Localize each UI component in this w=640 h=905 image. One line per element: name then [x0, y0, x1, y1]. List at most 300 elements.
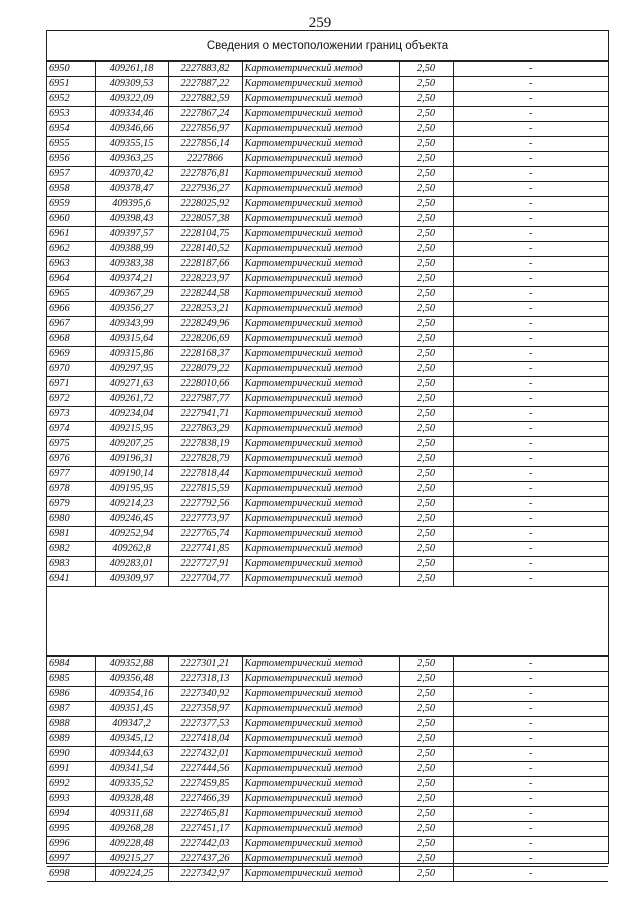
x-coordinate-cell: 409315,86	[95, 347, 168, 362]
table-row	[47, 687, 608, 702]
note-cell: -	[453, 717, 608, 732]
note-cell: -	[453, 672, 608, 687]
y-coordinate-cell: 2227792,56	[168, 497, 242, 512]
accuracy-cell: 2,50	[399, 107, 453, 122]
x-coordinate-cell: 409356,48	[95, 672, 168, 687]
method-cell: Картометрический метод	[242, 257, 399, 272]
y-coordinate-cell: 2228223,97	[168, 272, 242, 287]
table-row	[47, 557, 608, 572]
table-row	[47, 422, 608, 437]
table-row	[47, 482, 608, 497]
note-cell: -	[453, 407, 608, 422]
y-coordinate-cell: 2228206,69	[168, 332, 242, 347]
table-row	[47, 392, 608, 407]
table-row	[47, 167, 608, 182]
accuracy-cell: 2,50	[399, 392, 453, 407]
table-row	[47, 657, 608, 672]
method-cell: Картометрический метод	[242, 512, 399, 527]
method-cell: Картометрический метод	[242, 852, 399, 867]
note-cell: -	[453, 287, 608, 302]
x-coordinate-cell: 409352,88	[95, 657, 168, 672]
point-number-cell: 6956	[47, 152, 95, 167]
y-coordinate-cell: 2228025,92	[168, 197, 242, 212]
point-number-cell: 6995	[47, 822, 95, 837]
point-number-cell: 6979	[47, 497, 95, 512]
point-number-cell: 6962	[47, 242, 95, 257]
point-number-cell: 6953	[47, 107, 95, 122]
table-row	[47, 107, 608, 122]
accuracy-cell: 2,50	[399, 182, 453, 197]
y-coordinate-cell: 2227444,56	[168, 762, 242, 777]
method-cell: Картометрический метод	[242, 867, 399, 882]
accuracy-cell: 2,50	[399, 717, 453, 732]
accuracy-cell: 2,50	[399, 77, 453, 92]
method-cell: Картометрический метод	[242, 302, 399, 317]
table-row	[47, 242, 608, 257]
point-number-cell: 6989	[47, 732, 95, 747]
x-coordinate-cell: 409214,23	[95, 497, 168, 512]
note-cell: -	[453, 212, 608, 227]
accuracy-cell: 2,50	[399, 242, 453, 257]
accuracy-cell: 2,50	[399, 197, 453, 212]
method-cell: Картометрический метод	[242, 777, 399, 792]
point-number-cell: 6976	[47, 452, 95, 467]
x-coordinate-cell: 409228,48	[95, 837, 168, 852]
table-row	[47, 792, 608, 807]
y-coordinate-cell: 2227856,14	[168, 137, 242, 152]
y-coordinate-cell: 2227727,91	[168, 557, 242, 572]
note-cell: -	[453, 732, 608, 747]
x-coordinate-cell: 409311,68	[95, 807, 168, 822]
x-coordinate-cell: 409335,52	[95, 777, 168, 792]
accuracy-cell: 2,50	[399, 777, 453, 792]
note-cell: -	[453, 837, 608, 852]
point-number-cell: 6987	[47, 702, 95, 717]
x-coordinate-cell: 409262,8	[95, 542, 168, 557]
point-number-cell: 6988	[47, 717, 95, 732]
table-row	[47, 197, 608, 212]
table-row	[47, 227, 608, 242]
accuracy-cell: 2,50	[399, 807, 453, 822]
accuracy-cell: 2,50	[399, 497, 453, 512]
accuracy-cell: 2,50	[399, 347, 453, 362]
method-cell: Картометрический метод	[242, 77, 399, 92]
method-cell: Картометрический метод	[242, 542, 399, 557]
table-row	[47, 527, 608, 542]
point-number-cell: 6984	[47, 657, 95, 672]
x-coordinate-cell: 409343,99	[95, 317, 168, 332]
note-cell: -	[453, 702, 608, 717]
table-row	[47, 152, 608, 167]
y-coordinate-cell: 2227704,77	[168, 572, 242, 587]
accuracy-cell: 2,50	[399, 762, 453, 777]
method-cell: Картометрический метод	[242, 837, 399, 852]
table-row	[47, 362, 608, 377]
table-row	[47, 702, 608, 717]
point-number-cell: 6960	[47, 212, 95, 227]
method-cell: Картометрический метод	[242, 557, 399, 572]
accuracy-cell: 2,50	[399, 557, 453, 572]
x-coordinate-cell: 409297,95	[95, 362, 168, 377]
method-cell: Картометрический метод	[242, 482, 399, 497]
point-number-cell: 6998	[47, 867, 95, 882]
point-number-cell: 6952	[47, 92, 95, 107]
point-number-cell: 6981	[47, 527, 95, 542]
y-coordinate-cell: 2227418,04	[168, 732, 242, 747]
y-coordinate-cell: 2227876,81	[168, 167, 242, 182]
x-coordinate-cell: 409215,27	[95, 852, 168, 867]
point-number-cell: 6983	[47, 557, 95, 572]
y-coordinate-cell: 2227465,81	[168, 807, 242, 822]
method-cell: Картометрический метод	[242, 287, 399, 302]
table-row	[47, 62, 608, 77]
x-coordinate-cell: 409351,45	[95, 702, 168, 717]
y-coordinate-cell: 2227318,13	[168, 672, 242, 687]
accuracy-cell: 2,50	[399, 512, 453, 527]
method-cell: Картометрический метод	[242, 747, 399, 762]
x-coordinate-cell: 409356,27	[95, 302, 168, 317]
note-cell: -	[453, 377, 608, 392]
accuracy-cell: 2,50	[399, 702, 453, 717]
accuracy-cell: 2,50	[399, 377, 453, 392]
note-cell: -	[453, 467, 608, 482]
method-cell: Картометрический метод	[242, 407, 399, 422]
y-coordinate-cell: 2227358,97	[168, 702, 242, 717]
point-number-cell: 6974	[47, 422, 95, 437]
note-cell: -	[453, 272, 608, 287]
note-cell: -	[453, 197, 608, 212]
point-number-cell: 6994	[47, 807, 95, 822]
y-coordinate-cell: 2228079,22	[168, 362, 242, 377]
accuracy-cell: 2,50	[399, 467, 453, 482]
method-cell: Картометрический метод	[242, 657, 399, 672]
note-cell: -	[453, 392, 608, 407]
accuracy-cell: 2,50	[399, 732, 453, 747]
y-coordinate-cell: 2227818,44	[168, 467, 242, 482]
x-coordinate-cell: 409341,54	[95, 762, 168, 777]
accuracy-cell: 2,50	[399, 527, 453, 542]
method-cell: Картометрический метод	[242, 212, 399, 227]
table-row	[47, 497, 608, 512]
table-row	[47, 437, 608, 452]
point-number-cell: 6978	[47, 482, 95, 497]
note-cell: -	[453, 242, 608, 257]
method-cell: Картометрический метод	[242, 437, 399, 452]
method-cell: Картометрический метод	[242, 732, 399, 747]
page-number: 259	[308, 15, 332, 31]
note-cell: -	[453, 482, 608, 497]
table-row	[47, 512, 608, 527]
x-coordinate-cell: 409374,21	[95, 272, 168, 287]
point-number-cell: 6969	[47, 347, 95, 362]
table-row	[47, 747, 608, 762]
x-coordinate-cell: 409215,95	[95, 422, 168, 437]
x-coordinate-cell: 409334,46	[95, 107, 168, 122]
accuracy-cell: 2,50	[399, 792, 453, 807]
note-cell: -	[453, 762, 608, 777]
method-cell: Картометрический метод	[242, 572, 399, 587]
table-row	[47, 182, 608, 197]
method-cell: Картометрический метод	[242, 792, 399, 807]
y-coordinate-cell: 2227815,59	[168, 482, 242, 497]
method-cell: Картометрический метод	[242, 242, 399, 257]
x-coordinate-cell: 409367,29	[95, 287, 168, 302]
note-cell: -	[453, 512, 608, 527]
y-coordinate-cell: 2227883,82	[168, 62, 242, 77]
note-cell: -	[453, 77, 608, 92]
method-cell: Картометрический метод	[242, 392, 399, 407]
x-coordinate-cell: 409309,53	[95, 77, 168, 92]
note-cell: -	[453, 152, 608, 167]
method-cell: Картометрический метод	[242, 687, 399, 702]
method-cell: Картометрический метод	[242, 497, 399, 512]
note-cell: -	[453, 347, 608, 362]
point-number-cell: 6964	[47, 272, 95, 287]
method-cell: Картометрический метод	[242, 702, 399, 717]
method-cell: Картометрический метод	[242, 422, 399, 437]
y-coordinate-cell: 2227437,26	[168, 852, 242, 867]
point-number-cell: 6985	[47, 672, 95, 687]
point-number-cell: 6967	[47, 317, 95, 332]
y-coordinate-cell: 2227340,92	[168, 687, 242, 702]
point-number-cell: 6973	[47, 407, 95, 422]
accuracy-cell: 2,50	[399, 167, 453, 182]
x-coordinate-cell: 409370,42	[95, 167, 168, 182]
point-number-cell: 6965	[47, 287, 95, 302]
accuracy-cell: 2,50	[399, 152, 453, 167]
accuracy-cell: 2,50	[399, 672, 453, 687]
point-number-cell: 6982	[47, 542, 95, 557]
x-coordinate-cell: 409261,18	[95, 62, 168, 77]
table-row	[47, 467, 608, 482]
table-row	[47, 732, 608, 747]
accuracy-cell: 2,50	[399, 837, 453, 852]
y-coordinate-cell: 2228249,96	[168, 317, 242, 332]
x-coordinate-cell: 409363,25	[95, 152, 168, 167]
y-coordinate-cell: 2227838,19	[168, 437, 242, 452]
accuracy-cell: 2,50	[399, 657, 453, 672]
y-coordinate-cell: 2228057,38	[168, 212, 242, 227]
point-number-cell: 6996	[47, 837, 95, 852]
method-cell: Картометрический метод	[242, 167, 399, 182]
y-coordinate-cell: 2227741,85	[168, 542, 242, 557]
table-row	[47, 672, 608, 687]
point-number-cell: 6957	[47, 167, 95, 182]
x-coordinate-cell: 409252,94	[95, 527, 168, 542]
y-coordinate-cell: 2228104,75	[168, 227, 242, 242]
table-row	[47, 92, 608, 107]
point-number-cell: 6986	[47, 687, 95, 702]
method-cell: Картометрический метод	[242, 122, 399, 137]
method-cell: Картометрический метод	[242, 272, 399, 287]
point-number-cell: 6951	[47, 77, 95, 92]
table-row	[47, 287, 608, 302]
method-cell: Картометрический метод	[242, 807, 399, 822]
table-row	[47, 807, 608, 822]
note-cell: -	[453, 107, 608, 122]
point-number-cell: 6954	[47, 122, 95, 137]
note-cell: -	[453, 182, 608, 197]
note-cell: -	[453, 792, 608, 807]
point-number-cell: 6968	[47, 332, 95, 347]
table-row	[47, 777, 608, 792]
x-coordinate-cell: 409354,16	[95, 687, 168, 702]
accuracy-cell: 2,50	[399, 362, 453, 377]
accuracy-cell: 2,50	[399, 407, 453, 422]
note-cell: -	[453, 437, 608, 452]
y-coordinate-cell: 2227936,27	[168, 182, 242, 197]
y-coordinate-cell: 2227941,71	[168, 407, 242, 422]
method-cell: Картометрический метод	[242, 107, 399, 122]
x-coordinate-cell: 409190,14	[95, 467, 168, 482]
point-number-cell: 6990	[47, 747, 95, 762]
y-coordinate-cell: 2228187,66	[168, 257, 242, 272]
method-cell: Картометрический метод	[242, 527, 399, 542]
x-coordinate-cell: 409398,43	[95, 212, 168, 227]
method-cell: Картометрический метод	[242, 822, 399, 837]
point-number-cell: 6972	[47, 392, 95, 407]
method-cell: Картометрический метод	[242, 62, 399, 77]
point-number-cell: 6950	[47, 62, 95, 77]
x-coordinate-cell: 409207,25	[95, 437, 168, 452]
table-row	[47, 717, 608, 732]
x-coordinate-cell: 409315,64	[95, 332, 168, 347]
table-separator-row	[47, 643, 608, 656]
x-coordinate-cell: 409355,15	[95, 137, 168, 152]
x-coordinate-cell: 409388,99	[95, 242, 168, 257]
accuracy-cell: 2,50	[399, 317, 453, 332]
note-cell: -	[453, 257, 608, 272]
y-coordinate-cell: 2227459,85	[168, 777, 242, 792]
method-cell: Картометрический метод	[242, 377, 399, 392]
method-cell: Картометрический метод	[242, 452, 399, 467]
note-cell: -	[453, 362, 608, 377]
point-number-cell: 6971	[47, 377, 95, 392]
point-number-cell: 6959	[47, 197, 95, 212]
accuracy-cell: 2,50	[399, 572, 453, 587]
y-coordinate-cell: 2228140,52	[168, 242, 242, 257]
table-row	[47, 542, 608, 557]
y-coordinate-cell: 2227887,22	[168, 77, 242, 92]
accuracy-cell: 2,50	[399, 687, 453, 702]
x-coordinate-cell: 409345,12	[95, 732, 168, 747]
table-row	[47, 332, 608, 347]
point-number-cell: 6941	[47, 572, 95, 587]
method-cell: Картометрический метод	[242, 717, 399, 732]
accuracy-cell: 2,50	[399, 542, 453, 557]
table-row	[47, 867, 608, 882]
accuracy-cell: 2,50	[399, 287, 453, 302]
point-number-cell: 6966	[47, 302, 95, 317]
point-number-cell: 6963	[47, 257, 95, 272]
table-row	[47, 572, 608, 587]
x-coordinate-cell: 409383,38	[95, 257, 168, 272]
table-title: Сведения о местоположении границ объекта	[47, 31, 608, 61]
x-coordinate-cell: 409283,01	[95, 557, 168, 572]
accuracy-cell: 2,50	[399, 272, 453, 287]
accuracy-cell: 2,50	[399, 302, 453, 317]
accuracy-cell: 2,50	[399, 257, 453, 272]
table-row	[47, 852, 608, 867]
method-cell: Картометрический метод	[242, 672, 399, 687]
y-coordinate-cell: 2228168,37	[168, 347, 242, 362]
note-cell: -	[453, 332, 608, 347]
note-cell: -	[453, 542, 608, 557]
method-cell: Картометрический метод	[242, 197, 399, 212]
accuracy-cell: 2,50	[399, 332, 453, 347]
point-number-cell: 6993	[47, 792, 95, 807]
note-cell: -	[453, 227, 608, 242]
point-number-cell: 6991	[47, 762, 95, 777]
note-cell: -	[453, 317, 608, 332]
y-coordinate-cell: 2228244,58	[168, 287, 242, 302]
table-row	[47, 317, 608, 332]
y-coordinate-cell: 2227451,17	[168, 822, 242, 837]
x-coordinate-cell: 409322,09	[95, 92, 168, 107]
note-cell: -	[453, 167, 608, 182]
y-coordinate-cell: 2227856,97	[168, 122, 242, 137]
y-coordinate-cell: 2227828,79	[168, 452, 242, 467]
y-coordinate-cell: 2227987,77	[168, 392, 242, 407]
table-row	[47, 822, 608, 837]
y-coordinate-cell: 2227867,24	[168, 107, 242, 122]
y-coordinate-cell: 2227882,59	[168, 92, 242, 107]
accuracy-cell: 2,50	[399, 867, 453, 882]
point-number-cell: 6980	[47, 512, 95, 527]
note-cell: -	[453, 867, 608, 882]
x-coordinate-cell: 409234,04	[95, 407, 168, 422]
table-row	[47, 452, 608, 467]
x-coordinate-cell: 409195,95	[95, 482, 168, 497]
point-number-cell: 6992	[47, 777, 95, 792]
accuracy-cell: 2,50	[399, 227, 453, 242]
method-cell: Картометрический метод	[242, 227, 399, 242]
x-coordinate-cell: 409346,66	[95, 122, 168, 137]
x-coordinate-cell: 409395,6	[95, 197, 168, 212]
table-row	[47, 137, 608, 152]
x-coordinate-cell: 409268,28	[95, 822, 168, 837]
point-number-cell: 6975	[47, 437, 95, 452]
x-coordinate-cell: 409378,47	[95, 182, 168, 197]
note-cell: -	[453, 657, 608, 672]
table-row	[47, 272, 608, 287]
table-row	[47, 377, 608, 392]
accuracy-cell: 2,50	[399, 422, 453, 437]
note-cell: -	[453, 572, 608, 587]
note-cell: -	[453, 452, 608, 467]
x-coordinate-cell: 409271,63	[95, 377, 168, 392]
point-number-cell: 6970	[47, 362, 95, 377]
y-coordinate-cell: 2227863,29	[168, 422, 242, 437]
note-cell: -	[453, 137, 608, 152]
y-coordinate-cell: 2227301,21	[168, 657, 242, 672]
note-cell: -	[453, 62, 608, 77]
x-coordinate-cell: 409196,31	[95, 452, 168, 467]
note-cell: -	[453, 92, 608, 107]
table-row	[47, 837, 608, 852]
accuracy-cell: 2,50	[399, 747, 453, 762]
table-row	[47, 407, 608, 422]
table-row	[47, 302, 608, 317]
x-coordinate-cell: 409309,97	[95, 572, 168, 587]
y-coordinate-cell: 2227466,39	[168, 792, 242, 807]
accuracy-cell: 2,50	[399, 852, 453, 867]
point-number-cell: 6961	[47, 227, 95, 242]
table-row	[47, 762, 608, 777]
note-cell: -	[453, 822, 608, 837]
accuracy-cell: 2,50	[399, 437, 453, 452]
accuracy-cell: 2,50	[399, 212, 453, 227]
